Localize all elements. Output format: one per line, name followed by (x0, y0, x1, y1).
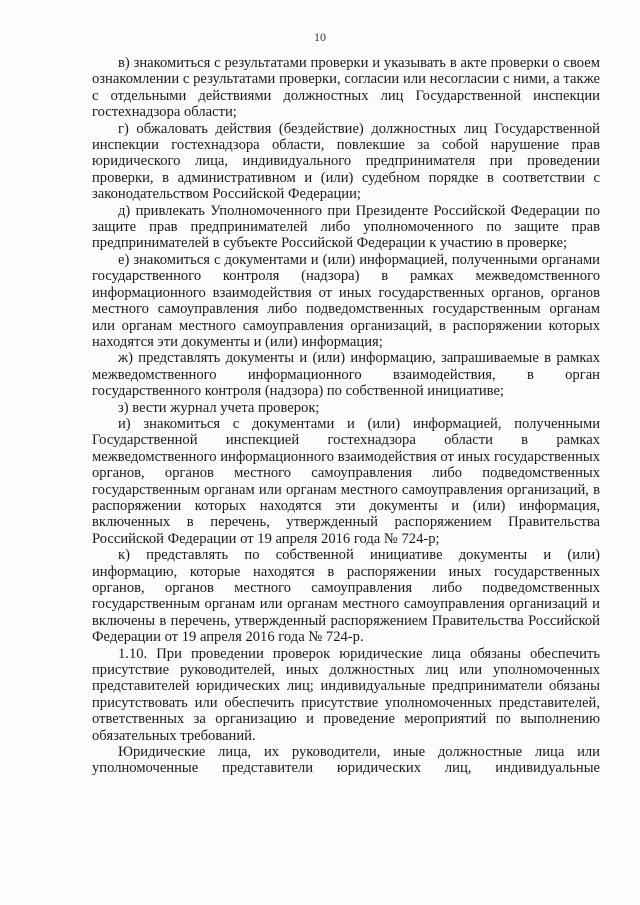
paragraph-zh: ж) представлять документы и (или) информацию, запрашиваемые в рамках межведомственного информационного взаимодействия, в орган государственного контроля (надзора) по собственной инициативе; (92, 350, 600, 400)
paragraph-1-10: 1.10. При проведении проверок юридические лица обязаны обеспечить присутствие руководителей, иных должностных лиц или уполномоченных представителей юридических лиц; индивидуальные предприниматели обязаны присутствовать или обеспечить присутствие уполномоченных представителей, ответственных за организацию и проведение мероприятий по выполнению обязательных требований. (92, 645, 600, 744)
document-body (92, 55, 600, 777)
paragraph-d: д) привлекать Уполномоченного при Президенте Российской Федерации по защите прав предпринимателей либо уполномоченного по защите прав предпринимателей в субъекте Российской Федерации к участию в проверке; (92, 202, 600, 252)
paragraph-i: и) знакомиться с документами и (или) информацией, полученными Государственной инспекцией гостехнадзора области в рамках межведомственного информационного взаимодействия от иных государственных органов, органов местного самоуправления либо подведомственных государственным органам или органам местного самоуправления организаций, в распоряжении которых находятся эти документы и (или) информация, включенных в перечень, утвержденный распоряжением Правительства Российской Федерации от 19 апреля 2016 года № 724-р; (92, 415, 600, 547)
paragraph-k: к) представлять по собственной инициативе документы и (или) информацию, которые находятся в распоряжении иных государственных органов, органов местного самоуправления либо подведомственных государственным органам или органам местного самоуправления организаций и включены в перечень, утвержденный распоряжением Правительства Российской Федерации от 19 апреля 2016 года № 724-р. (92, 547, 600, 646)
paragraph-z: з) вести журнал учета проверок; (118, 399, 320, 416)
page-number: 10 (314, 30, 326, 44)
paragraph-v: в) знакомиться с результатами проверки и указывать в акте проверки о своем ознакомлении с результатами проверки, согласии или несогласии с ними, а также с отдельными действиями должностных лиц Государственной инспекции гостехнадзора области; (92, 55, 600, 121)
paragraph-g: г) обжаловать действия (бездействие) должностных лиц Государственной инспекции гостехнадзора области, повлекшие за собой нарушение прав юридического лица, индивидуального предпринимателя при проведении проверки, в административном и (или) судебном порядке в соответствии с законодательством Российской Федерации; (92, 120, 600, 203)
paragraph-continuation: Юридические лица, их руководители, иные должностные лица или уполномоченные представители юридических лиц, индивидуальные (92, 744, 600, 777)
paragraph-e: е) знакомиться с документами и (или) информацией, полученными органами государственного контроля (надзора) в рамках межведомственного информационного взаимодействия от иных государственных органов, органов местного самоуправления либо подведомственных государственным органам или органам местного самоуправления организаций, в распоряжении которых находятся эти документы и (или) информация; (92, 251, 600, 350)
